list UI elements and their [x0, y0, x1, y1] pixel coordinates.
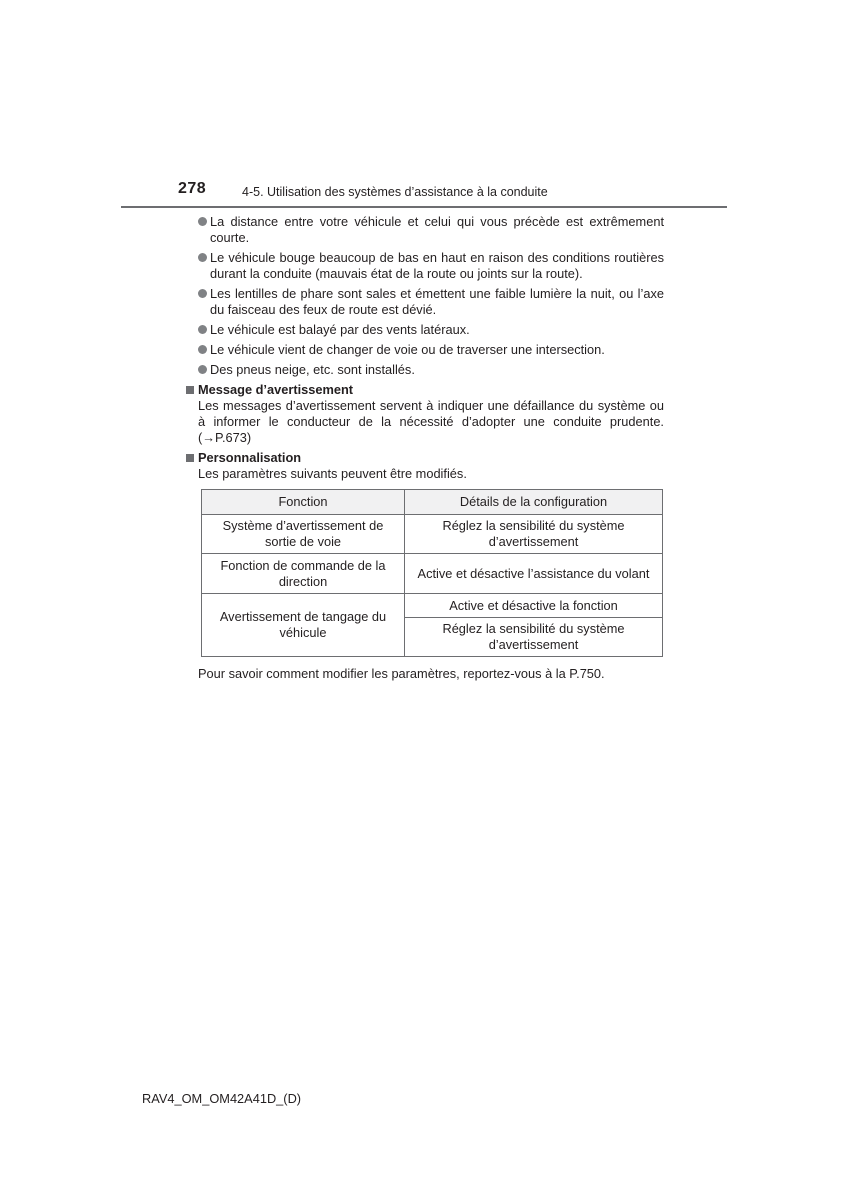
bullet-text: Des pneus neige, etc. sont installés.: [210, 362, 415, 377]
bullet-text: Les lentilles de phare sont sales et émettent une faible lumière la nuit, ou l’axe du faisceau des feux de route est dévié.: [210, 286, 664, 317]
list-item: [198, 250, 664, 282]
bullet-dot-icon: [198, 289, 207, 298]
document-code: RAV4_OM_OM42A41D_(D): [142, 1091, 302, 1106]
table-cell-details: Active et désactive la fonction: [405, 594, 663, 618]
bullet-dot-icon: [198, 325, 207, 334]
table-row: [202, 515, 663, 554]
table-cell-details: Réglez la sensibilité du système d’avertissement: [405, 618, 663, 657]
bullet-dot-icon: [198, 253, 207, 262]
table-cell-function: Système d’avertissement de sortie de voie: [202, 515, 405, 554]
table-cell-function: Avertissement de tangage du véhicule: [202, 594, 405, 657]
bullet-dot-icon: [198, 217, 207, 226]
list-item: [198, 322, 664, 338]
page-number: 278: [178, 180, 207, 197]
table-header-row: [202, 490, 663, 515]
square-bullet-icon: [186, 454, 194, 462]
list-item: [198, 362, 664, 378]
table-row: [202, 554, 663, 594]
list-item: [198, 214, 664, 246]
personalization-intro: Les paramètres suivants peuvent être modifiés.: [198, 466, 467, 481]
table-cell-function: Fonction de commande de la direction: [202, 554, 405, 594]
bullet-text: Le véhicule bouge beaucoup de bas en haut en raison des conditions routières durant la conduite (mauvais état de la route ou joints sur la route).: [210, 250, 664, 281]
settings-table: [201, 489, 663, 657]
bullet-dot-icon: [198, 345, 207, 354]
square-bullet-icon: [186, 386, 194, 394]
section-title: 4-5. Utilisation des systèmes d’assistance à la conduite: [242, 185, 548, 199]
heading-text: Personnalisation: [198, 450, 302, 465]
settings-note: Pour savoir comment modifier les paramètres, reportez-vous à la P.750.: [198, 666, 605, 681]
column-header-details: Détails de la configuration: [405, 490, 663, 515]
warning-message-paragraph: Les messages d’avertissement servent à indiquer une défaillance du système ou à informer le conducteur de la nécessité d’adopter une conduite prudente. (→P.673): [198, 398, 664, 445]
page-header: [0, 0, 848, 214]
heading-text: Message d’avertissement: [198, 382, 354, 397]
bullet-text: Le véhicule est balayé par des vents latéraux.: [210, 322, 470, 337]
page-content: [198, 214, 664, 686]
warning-message-heading: [186, 382, 664, 398]
list-item: [198, 286, 664, 318]
table-cell-details: Réglez la sensibilité du système d’avertissement: [405, 515, 663, 554]
bullet-text: La distance entre votre véhicule et celui qui vous précède est extrêmement courte.: [210, 214, 664, 245]
table-cell-details: Active et désactive l’assistance du volant: [405, 554, 663, 594]
header-divider: [121, 206, 727, 208]
list-item: [198, 342, 664, 358]
personalization-heading: [186, 450, 664, 466]
column-header-function: Fonction: [202, 490, 405, 515]
bullet-dot-icon: [198, 365, 207, 374]
bullet-text: Le véhicule vient de changer de voie ou de traverser une intersection.: [210, 342, 605, 357]
table-row: [202, 594, 663, 618]
